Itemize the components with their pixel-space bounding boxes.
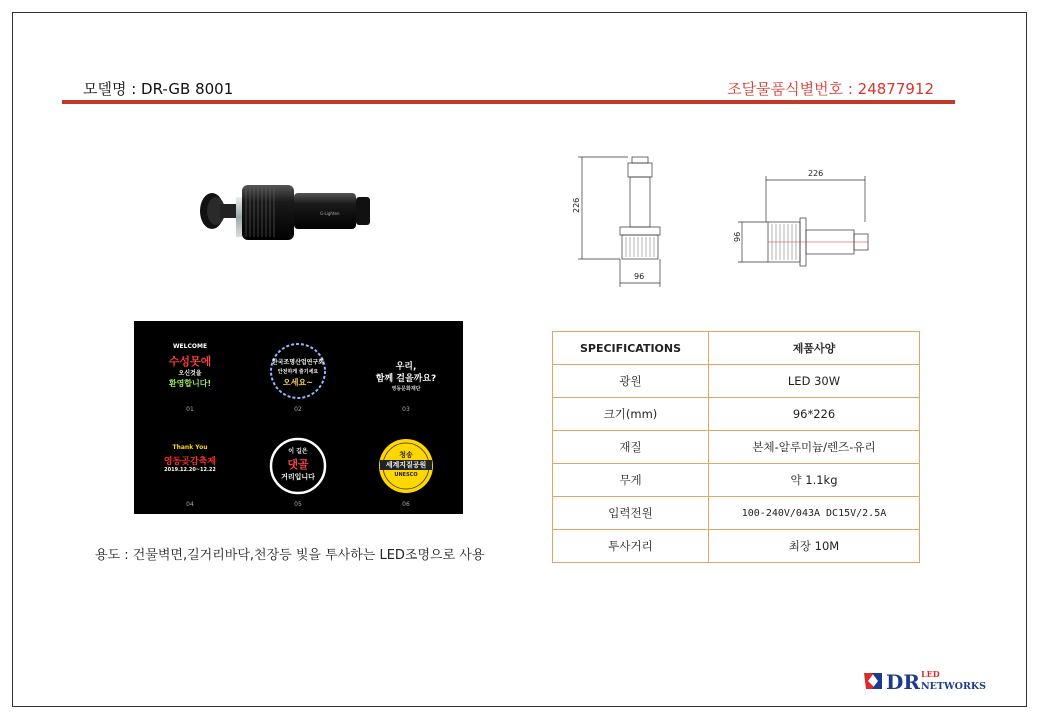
spec-header: SPECIFICATIONS	[553, 332, 709, 365]
dr-networks-logo	[858, 667, 1003, 695]
spec-value: 96*226	[709, 398, 920, 431]
gobo-sample: 한국조명산업연구회 안전하게 즐기세요 오세요~ 02	[262, 341, 334, 401]
table-row	[553, 464, 920, 497]
table-header-row	[553, 332, 920, 365]
spec-label: 재질	[553, 431, 709, 464]
table-row	[553, 365, 920, 398]
product-image	[180, 175, 380, 245]
front-dimension-drawing	[560, 155, 700, 295]
spec-label: 광원	[553, 365, 709, 398]
spec-label: 투사거리	[553, 530, 709, 563]
logo-sub-text: NETWORKS	[921, 681, 986, 692]
spec-value: 약 1.1kg	[709, 464, 920, 497]
model-name: 모델명 : DR-GB 8001	[83, 80, 234, 98]
spec-value: LED 30W	[709, 365, 920, 398]
spec-label: 입력전원	[553, 497, 709, 530]
gobo-sample: 청송 세계지질공원 UNESCO 06	[370, 436, 442, 496]
table-row	[553, 497, 920, 530]
spec-value: 최장 10M	[709, 530, 920, 563]
spec-value: 100-240V/043A DC15V/2.5A	[709, 497, 920, 530]
spec-value: 본체-알루미늄/렌즈-유리	[709, 431, 920, 464]
spec-header: 제품사양	[709, 332, 920, 365]
spec-label: 크기(mm)	[553, 398, 709, 431]
side-length-dim: 226	[808, 169, 824, 178]
front-width-dim: 96	[634, 272, 645, 281]
table-row	[553, 431, 920, 464]
gobo-sample: Thank You 영동곶감축제 2019.12.20~12.22 04	[163, 444, 217, 508]
logo-sup-text: LED	[921, 669, 940, 679]
product-brand-text: G-Lighten	[320, 211, 340, 216]
front-height-dim: 226	[572, 197, 581, 213]
table-row	[553, 530, 920, 563]
gobo-sample: 우리, 함께 걸을까요? 영동문화재단 03	[375, 362, 437, 413]
gobo-samples-panel	[134, 321, 463, 514]
header-divider	[62, 100, 955, 104]
procurement-number: 조달물품식별번호 : 24877912	[727, 80, 934, 98]
table-row	[553, 398, 920, 431]
side-dimension-drawing	[720, 160, 880, 270]
usage-text: 용도 : 건물벽면,길거리바닥,천장등 빛을 투사하는 LED조명으로 사용	[95, 548, 485, 563]
gobo-sample: WELCOME 수성못에 오신것을 환영합니다! 01	[168, 343, 212, 413]
logo-main-text: DR	[886, 670, 920, 694]
spec-label: 무게	[553, 464, 709, 497]
spec-table	[552, 331, 920, 563]
side-height-dim: 96	[733, 231, 742, 242]
gobo-sample: 이 길은 댓골 거리입니다 05	[262, 436, 334, 496]
